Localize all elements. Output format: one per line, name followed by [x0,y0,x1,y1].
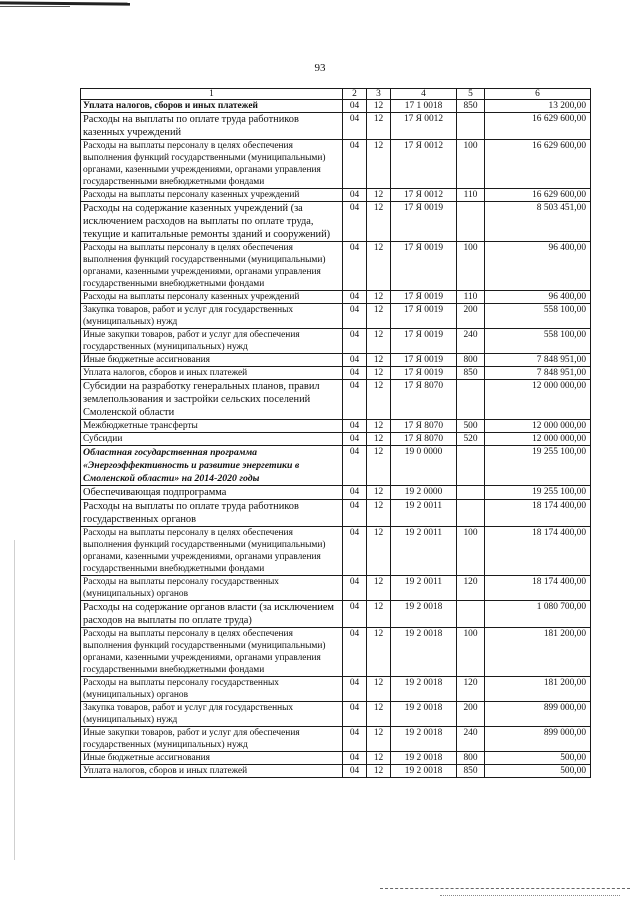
row-section: 04 [343,765,367,778]
row-name: Расходы на содержание органов власти (за исключением расходов на выплаты по оплате труда) [81,601,343,628]
table-row [81,576,591,601]
row-target-code: 19 2 0018 [391,601,457,628]
table-row [81,304,591,329]
row-amount: 13 200,00 [485,100,591,113]
row-target-code: 17 Я 0019 [391,202,457,242]
row-section: 04 [343,113,367,140]
row-expense-type [457,446,485,486]
row-name: Межбюджетные трансферты [81,420,343,433]
row-target-code: 17 Я 0019 [391,291,457,304]
row-subsection: 12 [367,677,391,702]
row-name: Уплата налогов, сборов и иных платежей [81,765,343,778]
row-name: Расходы на выплаты персоналу в целях обеспечения выполнения функций государственными (муниципальными) органами, казенными учреждениями, органами управления государственными внебюджетными фондами [81,527,343,576]
row-amount: 12 000 000,00 [485,380,591,420]
header-col-6: 6 [485,89,591,100]
table-row [81,354,591,367]
row-target-code: 17 Я 0012 [391,113,457,140]
row-name: Расходы на содержание казенных учреждений (за исключением расходов на выплаты по оплате труда, текущие и капитальные ремонты зданий и сооружений) [81,202,343,242]
row-section: 04 [343,202,367,242]
row-target-code: 17 1 0018 [391,100,457,113]
row-amount: 7 848 951,00 [485,367,591,380]
header-col-1: 1 [81,89,343,100]
row-expense-type: 800 [457,354,485,367]
row-expense-type: 100 [457,527,485,576]
row-amount: 899 000,00 [485,702,591,727]
row-name: Субсидии [81,433,343,446]
row-subsection: 12 [367,702,391,727]
row-expense-type: 120 [457,677,485,702]
row-expense-type: 850 [457,367,485,380]
row-subsection: 12 [367,500,391,527]
header-col-5: 5 [457,89,485,100]
row-target-code: 19 0 0000 [391,446,457,486]
row-amount: 1 080 700,00 [485,601,591,628]
row-target-code: 19 2 0018 [391,727,457,752]
row-name: Расходы на выплаты персоналу в целях обеспечения выполнения функций государственными (муниципальными) органами, казенными учреждениями, органами управления государственными внебюджетными фондами [81,628,343,677]
row-expense-type: 200 [457,702,485,727]
row-section: 04 [343,291,367,304]
row-expense-type [457,380,485,420]
table-row [81,446,591,486]
row-section: 04 [343,752,367,765]
row-name: Областная государственная программа «Энергоэффективность и развитие энергетики в Смоленской области» на 2014-2020 годы [81,446,343,486]
row-subsection: 12 [367,100,391,113]
row-subsection: 12 [367,304,391,329]
row-name: Расходы на выплаты по оплате труда работников казенных учреждений [81,113,343,140]
row-expense-type [457,601,485,628]
row-section: 04 [343,367,367,380]
row-target-code: 19 2 0018 [391,628,457,677]
row-section: 04 [343,354,367,367]
row-expense-type: 850 [457,100,485,113]
row-subsection: 12 [367,433,391,446]
table-row [81,765,591,778]
row-target-code: 19 2 0018 [391,765,457,778]
row-expense-type [457,202,485,242]
row-target-code: 19 2 0011 [391,527,457,576]
header-col-4: 4 [391,89,457,100]
row-name: Иные закупки товаров, работ и услуг для обеспечения государственных (муниципальных) нужд [81,727,343,752]
row-name: Субсидии на разработку генеральных планов, правил землепользования и застройки сельских поселений Смоленской области [81,380,343,420]
table-row [81,329,591,354]
page-number: 93 [314,62,326,74]
row-expense-type: 240 [457,727,485,752]
table-row [81,420,591,433]
row-amount: 19 255 100,00 [485,486,591,500]
header-col-2: 2 [343,89,367,100]
row-amount: 500,00 [485,765,591,778]
table-row [81,242,591,291]
row-amount: 18 174 400,00 [485,576,591,601]
row-amount: 12 000 000,00 [485,420,591,433]
row-target-code: 17 Я 0012 [391,189,457,202]
row-amount: 19 255 100,00 [485,446,591,486]
table-row [81,702,591,727]
row-expense-type [457,113,485,140]
row-subsection: 12 [367,367,391,380]
row-subsection: 12 [367,189,391,202]
row-name: Расходы на выплаты по оплате труда работников государственных органов [81,500,343,527]
row-expense-type: 520 [457,433,485,446]
row-subsection: 12 [367,486,391,500]
row-name: Обеспечивающая подпрограмма [81,486,343,500]
row-subsection: 12 [367,420,391,433]
row-subsection: 12 [367,380,391,420]
budget-table [80,88,591,778]
scan-artifact [0,6,70,7]
header-col-3: 3 [367,89,391,100]
row-section: 04 [343,677,367,702]
row-target-code: 19 2 0011 [391,576,457,601]
table-row [81,433,591,446]
scan-artifact [440,895,620,897]
row-name: Закупка товаров, работ и услуг для государственных (муниципальных) нужд [81,702,343,727]
row-expense-type: 100 [457,242,485,291]
row-subsection: 12 [367,765,391,778]
row-subsection: 12 [367,242,391,291]
table-row [81,752,591,765]
row-amount: 899 000,00 [485,727,591,752]
row-name: Расходы на выплаты персоналу в целях обеспечения выполнения функций государственными (муниципальными) органами, казенными учреждениями, органами управления государственными внебюджетными фондами [81,140,343,189]
row-expense-type: 200 [457,304,485,329]
table-row [81,527,591,576]
row-section: 04 [343,601,367,628]
row-section: 04 [343,486,367,500]
row-amount: 16 629 600,00 [485,140,591,189]
row-expense-type: 850 [457,765,485,778]
row-target-code: 19 2 0011 [391,500,457,527]
row-amount: 16 629 600,00 [485,189,591,202]
row-name: Расходы на выплаты персоналу казенных учреждений [81,189,343,202]
row-section: 04 [343,140,367,189]
row-amount: 96 400,00 [485,291,591,304]
row-subsection: 12 [367,202,391,242]
row-expense-type: 100 [457,140,485,189]
table-row [81,367,591,380]
row-amount: 16 629 600,00 [485,113,591,140]
table-row [81,486,591,500]
row-subsection: 12 [367,354,391,367]
row-name: Иные закупки товаров, работ и услуг для обеспечения государственных (муниципальных) нужд [81,329,343,354]
row-target-code: 17 Я 0019 [391,367,457,380]
row-section: 04 [343,420,367,433]
row-subsection: 12 [367,628,391,677]
row-expense-type: 800 [457,752,485,765]
row-expense-type [457,500,485,527]
row-subsection: 12 [367,140,391,189]
row-subsection: 12 [367,329,391,354]
row-subsection: 12 [367,446,391,486]
row-target-code: 17 Я 8070 [391,380,457,420]
row-name: Расходы на выплаты персоналу государственных (муниципальных) органов [81,576,343,601]
row-expense-type [457,486,485,500]
row-section: 04 [343,500,367,527]
row-name: Уплата налогов, сборов и иных платежей [81,367,343,380]
header-row [81,89,591,100]
row-amount: 7 848 951,00 [485,354,591,367]
row-section: 04 [343,576,367,601]
row-expense-type: 110 [457,189,485,202]
table-header [81,89,591,100]
row-section: 04 [343,304,367,329]
row-target-code: 17 Я 0012 [391,140,457,189]
row-section: 04 [343,628,367,677]
row-section: 04 [343,380,367,420]
row-target-code: 17 Я 0019 [391,354,457,367]
table-row [81,189,591,202]
table-row [81,628,591,677]
row-subsection: 12 [367,291,391,304]
row-name: Закупка товаров, работ и услуг для государственных (муниципальных) нужд [81,304,343,329]
row-name: Иные бюджетные ассигнования [81,354,343,367]
row-amount: 18 174 400,00 [485,527,591,576]
row-section: 04 [343,702,367,727]
table-row [81,500,591,527]
row-amount: 12 000 000,00 [485,433,591,446]
row-expense-type: 500 [457,420,485,433]
table-body [81,100,591,778]
row-target-code: 17 Я 8070 [391,433,457,446]
scan-artifact [380,888,630,890]
row-section: 04 [343,527,367,576]
row-target-code: 19 2 0018 [391,752,457,765]
row-target-code: 17 Я 0019 [391,242,457,291]
row-subsection: 12 [367,752,391,765]
table-row [81,100,591,113]
table-row [81,291,591,304]
row-amount: 18 174 400,00 [485,500,591,527]
row-amount: 500,00 [485,752,591,765]
row-amount: 181 200,00 [485,628,591,677]
row-target-code: 19 2 0018 [391,702,457,727]
table-row [81,380,591,420]
row-target-code: 19 2 0000 [391,486,457,500]
row-target-code: 19 2 0018 [391,677,457,702]
row-subsection: 12 [367,113,391,140]
row-name: Расходы на выплаты персоналу государственных (муниципальных) органов [81,677,343,702]
table-row [81,113,591,140]
row-target-code: 17 Я 8070 [391,420,457,433]
row-section: 04 [343,329,367,354]
row-section: 04 [343,242,367,291]
row-target-code: 17 Я 0019 [391,304,457,329]
row-section: 04 [343,189,367,202]
row-amount: 181 200,00 [485,677,591,702]
row-name: Расходы на выплаты персоналу казенных учреждений [81,291,343,304]
row-amount: 96 400,00 [485,242,591,291]
row-name: Уплата налогов, сборов и иных платежей [81,100,343,113]
row-expense-type: 100 [457,628,485,677]
table-row [81,202,591,242]
table-row [81,140,591,189]
row-target-code: 17 Я 0019 [391,329,457,354]
table-row [81,677,591,702]
row-subsection: 12 [367,527,391,576]
row-section: 04 [343,446,367,486]
table-row [81,601,591,628]
table-row [81,727,591,752]
row-expense-type: 240 [457,329,485,354]
row-subsection: 12 [367,601,391,628]
row-amount: 558 100,00 [485,329,591,354]
row-name: Расходы на выплаты персоналу в целях обеспечения выполнения функций государственными (муниципальными) органами, казенными учреждениями, органами управления государственными внебюджетными фондами [81,242,343,291]
row-section: 04 [343,100,367,113]
row-expense-type: 120 [457,576,485,601]
row-section: 04 [343,727,367,752]
row-section: 04 [343,433,367,446]
row-amount: 558 100,00 [485,304,591,329]
row-amount: 8 503 451,00 [485,202,591,242]
row-name: Иные бюджетные ассигнования [81,752,343,765]
row-subsection: 12 [367,727,391,752]
row-subsection: 12 [367,576,391,601]
row-expense-type: 110 [457,291,485,304]
scan-artifact [14,540,15,860]
